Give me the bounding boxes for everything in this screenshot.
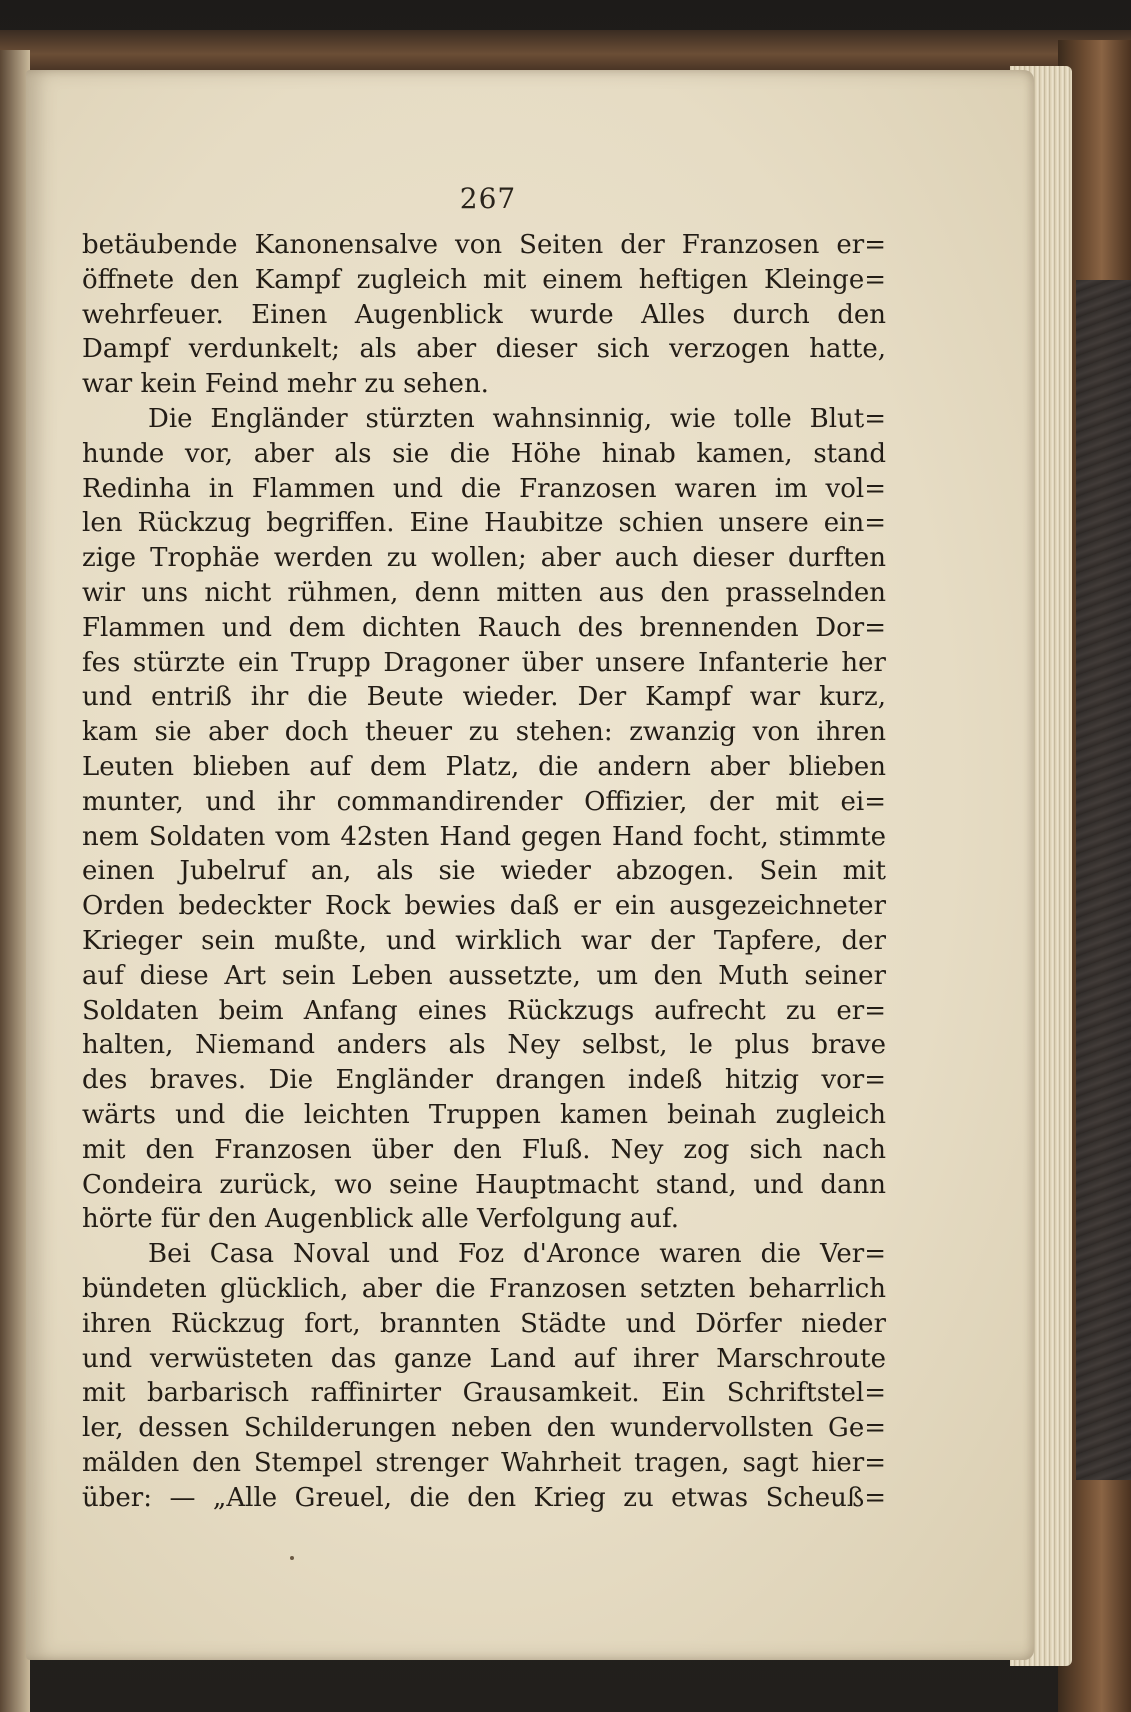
- text-line: nem Soldaten vom 42sten Hand gegen Hand focht, stimmte: [82, 821, 886, 852]
- book-cover-top: [0, 30, 1131, 70]
- text-line: len Rückzug begriffen. Eine Haubitze schien unsere ein=: [82, 508, 886, 539]
- text-line: Dampf verdunkelt; als aber dieser sich verzogen hatte,: [82, 334, 886, 365]
- text-line: einen Jubelruf an, als sie wieder abzogen. Sein mit: [82, 856, 886, 887]
- page-number: 267: [459, 182, 517, 215]
- text-line: mit den Franzosen über den Fluß. Ney zog sich nach: [82, 1134, 886, 1165]
- ink-speck: [290, 1556, 294, 1560]
- text-line: kam sie aber doch theuer zu stehen: zwanzig von ihren: [82, 717, 886, 748]
- text-line: zige Trophäe werden zu wollen; aber auch dieser durften: [82, 543, 886, 574]
- text-line: bündeten glücklich, aber die Franzosen setzten beharrlich: [82, 1273, 886, 1304]
- text-line: des braves. Die Engländer drangen indeß hitzig vor=: [82, 1065, 886, 1096]
- text-line: Bei Casa Noval und Foz d'Aronce waren die Ver=: [148, 1239, 886, 1270]
- text-line: Flammen und dem dichten Rauch des brennenden Dor=: [82, 612, 886, 643]
- text-line: ler, dessen Schilderungen neben den wundervollsten Ge=: [82, 1413, 886, 1444]
- text-line: Redinha in Flammen und die Franzosen waren im vol=: [82, 473, 886, 504]
- text-line: mälden den Stempel strenger Wahrheit tragen, sagt hier=: [82, 1447, 886, 1478]
- text-line: fes stürzte ein Trupp Dragoner über unsere Infanterie her: [82, 647, 886, 678]
- text-line: auf diese Art sein Leben aussetzte, um den Muth seiner: [82, 960, 886, 991]
- text-line: halten, Niemand anders als Ney selbst, le plus brave: [82, 1030, 886, 1061]
- text-line: wehrfeuer. Einen Augenblick wurde Alles durch den: [82, 299, 886, 330]
- text-line: ihren Rückzug fort, brannten Städte und Dörfer nieder: [82, 1308, 886, 1339]
- text-line: und verwüsteten das ganze Land auf ihrer Marschroute: [82, 1343, 886, 1374]
- text-line: hörte für den Augenblick alle Verfolgung auf.: [82, 1204, 680, 1235]
- body-text: [82, 228, 886, 1515]
- text-line: war kein Feind mehr zu sehen.: [82, 369, 489, 400]
- text-line: Soldaten beim Anfang eines Rückzugs aufrecht zu er=: [82, 995, 886, 1026]
- text-line: Krieger sein mußte, und wirklich war der Tapfere, der: [82, 925, 886, 956]
- text-line: betäubende Kanonensalve von Seiten der Franzosen er=: [82, 230, 886, 260]
- text-line: und entriß ihr die Beute wieder. Der Kampf war kurz,: [82, 682, 886, 713]
- text-line: wir uns nicht rühmen, denn mitten aus den prasselnden: [82, 577, 886, 608]
- text-line: wärts und die leichten Truppen kamen beinah zugleich: [82, 1099, 886, 1130]
- text-line: Leuten blieben auf dem Platz, die andern aber blieben: [82, 751, 886, 782]
- text-line: über: — „Alle Greuel, die den Krieg zu etwas Scheuß=: [82, 1482, 886, 1513]
- text-line: öffnete den Kampf zugleich mit einem heftigen Kleinge=: [82, 264, 886, 295]
- text-line: Orden bedeckter Rock bewies daß er ein ausgezeichneter: [82, 891, 886, 922]
- text-line: Die Engländer stürzten wahnsinnig, wie tolle Blut=: [148, 403, 886, 434]
- text-line: Condeira zurück, wo seine Hauptmacht stand, und dann: [82, 1169, 886, 1200]
- text-line: mit barbarisch raffinirter Grausamkeit. Ein Schriftstel=: [82, 1378, 886, 1409]
- text-line: munter, und ihr commandirender Offizier, der mit ei=: [82, 786, 886, 817]
- text-line: hunde vor, aber als sie die Höhe hinab kamen, stand: [82, 438, 886, 469]
